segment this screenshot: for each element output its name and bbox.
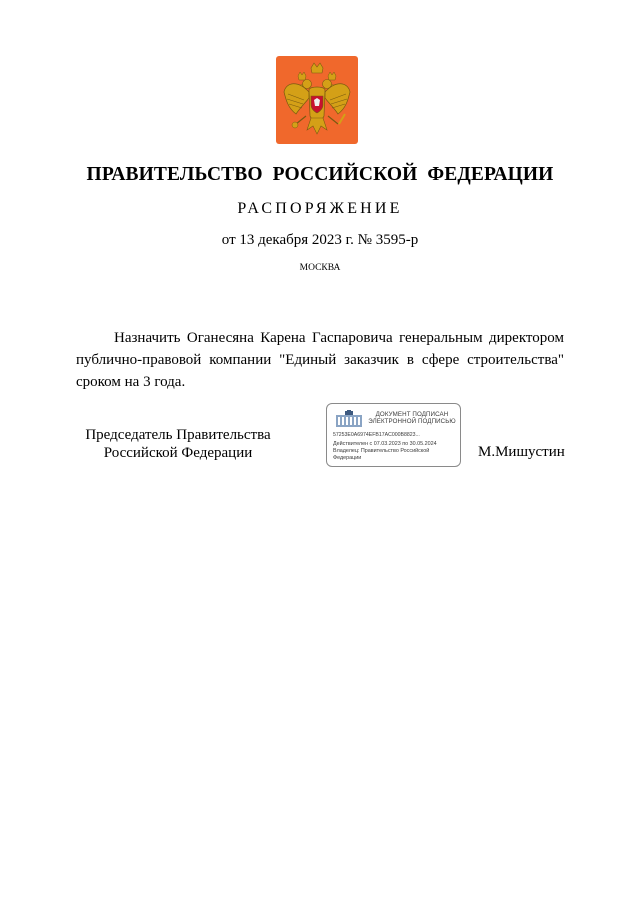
- electronic-signature-stamp: [326, 403, 461, 467]
- document-date-number: от 13 декабря 2023 г. № 3595-р: [221, 232, 419, 248]
- stamp-title: [365, 411, 459, 426]
- government-building-icon: [334, 410, 364, 428]
- coat-of-arms-icon: [276, 56, 358, 144]
- signer-position-line2: Российской Федерации: [103, 445, 253, 461]
- document-city: МОСКВА: [299, 263, 341, 273]
- document-type: РАСПОРЯЖЕНИЕ: [237, 200, 403, 217]
- stamp-owner: Владелец: Правительство Российской Федерации: [333, 448, 430, 461]
- stamp-serial: 57253E0A6974EFB17AC000B8823...: [333, 432, 420, 438]
- signer-position-line1: Председатель Правительства: [85, 427, 271, 443]
- stamp-title-line2: ЭЛЕКТРОННОЙ ПОДПИСЬЮ: [368, 418, 456, 426]
- signer-position: [78, 426, 278, 462]
- government-title: ПРАВИТЕЛЬСТВО РОССИЙСКОЙ ФЕДЕРАЦИИ: [86, 164, 554, 185]
- stamp-title-line1: ДОКУМЕНТ ПОДПИСАН: [375, 411, 449, 418]
- signer-name: М.Мишустин: [478, 444, 565, 460]
- stamp-validity: Действителен с 07.03.2023 по 30.05.2024: [333, 441, 437, 447]
- order-text: Назначить Оганесяна Карена Гаспаровича генеральным директором публично-правовой компании "Единый заказчик в сфере строительства" сроком на 3 года.: [76, 330, 564, 390]
